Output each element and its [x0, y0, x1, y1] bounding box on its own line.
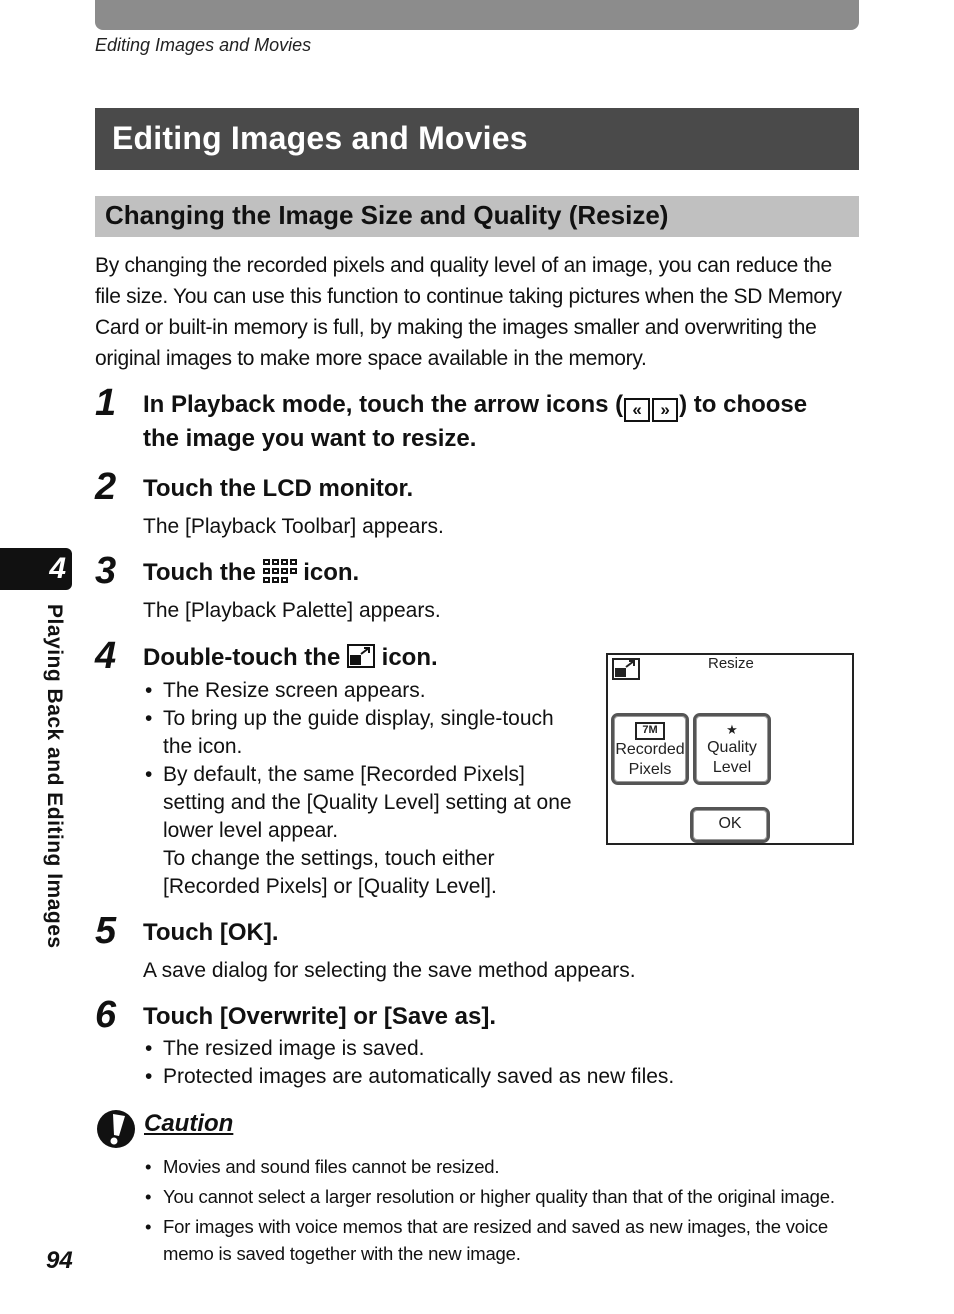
arrow-right-icon: »: [652, 398, 678, 422]
step-2-number: 2: [95, 466, 117, 508]
page-number: 94: [46, 1247, 73, 1274]
section-title: Editing Images and Movies: [95, 108, 859, 170]
step-6-bullets: [143, 1035, 843, 1091]
step-6-title: Touch [Overwrite] or [Save as].: [143, 1003, 496, 1030]
quality-level-label-1: Quality: [707, 739, 757, 756]
step-1-number: 1: [95, 382, 117, 424]
list-item: • To bring up the guide display, single-touch the icon.: [143, 705, 588, 761]
resize-screen-title: Resize: [708, 655, 754, 672]
running-header: Editing Images and Movies: [95, 35, 312, 55]
step-1-title: In Playback mode, touch the arrow icons ( « » ) to choose the image you want to resize.: [143, 391, 808, 452]
pixels-badge: 7M: [635, 722, 665, 740]
ok-button[interactable]: OK: [690, 807, 770, 843]
list-item: • By default, the same [Recorded Pixels] setting and the [Quality Level] setting at one lower level appear.: [143, 761, 588, 845]
list-item: • For images with voice memos that are resized and saved as new images, the voice memo is saved together with the new image.: [143, 1213, 868, 1267]
step-2-desc: The [Playback Toolbar] appears.: [143, 515, 444, 538]
quality-level-button[interactable]: [693, 713, 771, 785]
step-4-title: Double-touch the icon.: [143, 641, 438, 678]
playback-palette-icon: [263, 559, 297, 593]
caution-icon: [96, 1108, 136, 1155]
list-item: • Protected images are automatically saved as new files.: [143, 1063, 843, 1091]
step-5-title: Touch [OK].: [143, 919, 279, 946]
list-item: • Movies and sound files cannot be resized.: [143, 1153, 868, 1180]
step-4-number: 4: [95, 635, 117, 677]
step-4-bullets: [143, 677, 588, 901]
page-top-bar: [95, 0, 859, 30]
caution-title: Caution: [144, 1110, 234, 1137]
step-3-title: Touch the icon.: [143, 556, 359, 593]
list-item: To change the settings, touch either [Recorded Pixels] or [Quality Level].: [163, 847, 497, 898]
recorded-pixels-label-2: Pixels: [628, 761, 672, 778]
star-icon: ★: [726, 722, 738, 737]
step-2-title: Touch the LCD monitor.: [143, 475, 414, 502]
resize-screen-icon: [612, 658, 640, 685]
step-6-number: 6: [95, 994, 117, 1036]
recorded-pixels-button[interactable]: [611, 713, 689, 785]
resize-screen: [606, 653, 854, 845]
recorded-pixels-label-1: Recorded: [615, 741, 685, 758]
list-item: • You cannot select a larger resolution or higher quality than that of the original image.: [143, 1183, 868, 1210]
list-item: • The resized image is saved.: [143, 1035, 843, 1063]
arrow-left-icon: «: [624, 398, 650, 422]
step-3-number: 3: [95, 550, 117, 592]
resize-icon: [347, 644, 375, 678]
chapter-label: Playing Back and Editing Images: [43, 604, 66, 949]
subsection-title: Changing the Image Size and Quality (Resize): [95, 196, 859, 237]
step-3-desc: The [Playback Palette] appears.: [143, 599, 441, 622]
intro-paragraph: By changing the recorded pixels and quality level of an image, you can reduce the file size. You can use this function to continue taking pictures when the SD Memory Card or built-in memory is full, by making the images smaller and overwriting the original images to make more space available in the memory.: [95, 254, 842, 370]
caution-list: [143, 1153, 868, 1270]
step-5-number: 5: [95, 910, 117, 952]
chapter-tab: 4: [0, 548, 72, 590]
quality-level-label-2: Level: [712, 759, 752, 776]
list-item: • The Resize screen appears.: [143, 677, 588, 705]
step-5-desc: A save dialog for selecting the save method appears.: [143, 959, 636, 982]
